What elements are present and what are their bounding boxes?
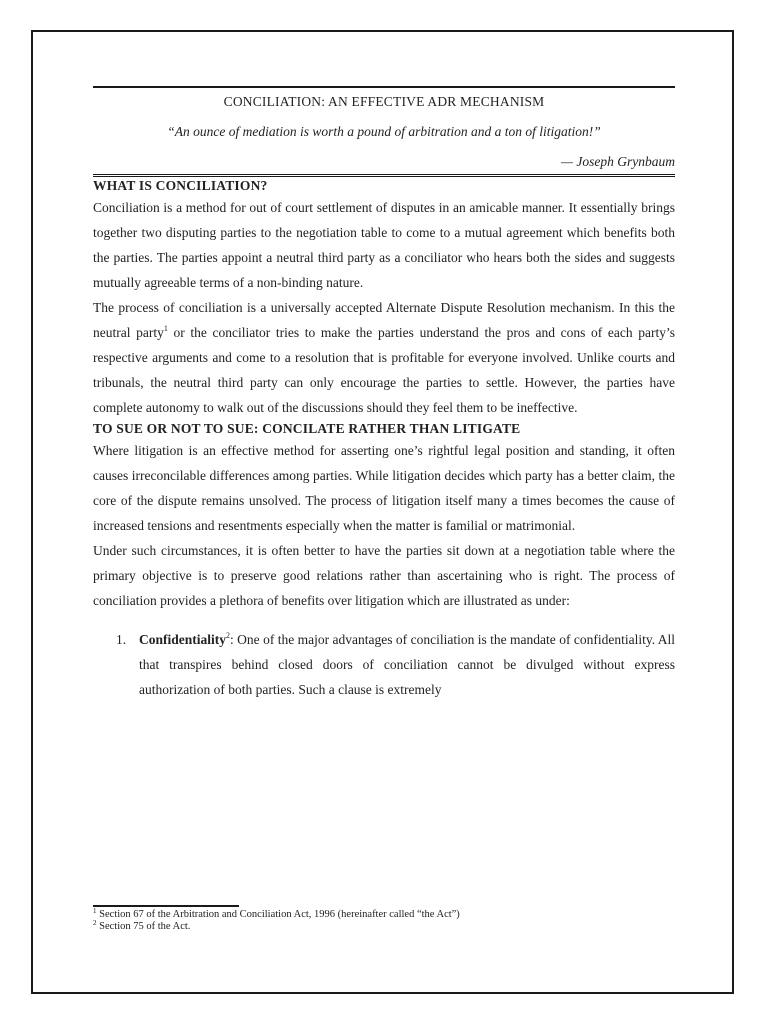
list-item [93,627,675,702]
footnote-text: Section 75 of the Act. [96,921,191,932]
section-heading-to-sue-or-not: TO SUE OR NOT TO SUE: CONCILATE RATHER THAN LITIGATE [93,421,521,436]
footnote [93,921,675,933]
footnote [93,909,675,921]
footnote-reference[interactable]: 2 [226,631,231,640]
list-item-term: Confidentiality [139,632,227,647]
benefits-list [93,627,675,702]
footnotes [93,909,675,933]
list-item-text: : One of the major advantages of conciliation is the mandate of confidentiality. All that transpires behind closed doors of conciliation cannot be divulged without express authorization of both parties. Such a clause is extremely [139,632,675,697]
section-heading-what-is-conciliation: WHAT IS CONCILIATION? [93,178,268,193]
paragraph: Where litigation is an effective method for asserting one’s rightful legal position and standing, it often causes irreconcilable differences among parties. While litigation decides which party has a better claim, the core of the dispute remains unsolved. The process of litigation itself many a times becomes the cause of increased tensions and resentments especially when the matter is familial or matrimonial. [93,443,675,533]
paragraph-text: or the conciliator tries to make the parties understand the pros and cons of each party’s respective arguments and come to a resolution that is profitable for everyone involved. Unlike courts and tribunals, the neutral third party can only encourage the parties to settle. However, the parties have complete autonomy to walk out of the discussions should they feel them to be ineffective. [93,325,675,415]
top-rule [93,86,675,88]
paragraph-text: The process of conciliation is a universally accepted Alternate Dispute Resolution mechanism. In this the neutral party [93,300,675,340]
list-item-number: 1. [116,632,127,647]
epigraph-attribution: — Joseph Grynbaum [561,154,675,169]
footnote-marker: 2 [93,919,97,927]
epigraph-quote: “An ounce of mediation is worth a pound of arbitration and a ton of litigation!” [167,124,601,139]
paragraph [93,295,675,420]
footnote-marker: 1 [93,907,97,915]
footnote-reference[interactable]: 1 [163,324,168,333]
paragraph: Under such circumstances, it is often better to have the parties sit down at a negotiation table where the primary objective is to preserve good relations rather than ascertaining who is right. The process of conciliation provides a plethora of benefits over litigation which are illustrated as under: [93,543,675,608]
paragraph: Conciliation is a method for out of court settlement of disputes in an amicable manner. It essentially brings together two disputing parties to the negotiation table to come to a mutual agreement which benefits both the parties. The parties appoint a neutral third party as a conciliator who hears both the sides and suggests mutually agreeable terms of a non-binding nature. [93,200,675,290]
footnote-text: Section 67 of the Arbitration and Conciliation Act, 1996 (hereinafter called “the Act”) [96,909,460,920]
footnote-separator [93,905,239,907]
document-title: CONCILIATION: AN EFFECTIVE ADR MECHANISM [223,94,545,109]
document-body [93,86,675,702]
